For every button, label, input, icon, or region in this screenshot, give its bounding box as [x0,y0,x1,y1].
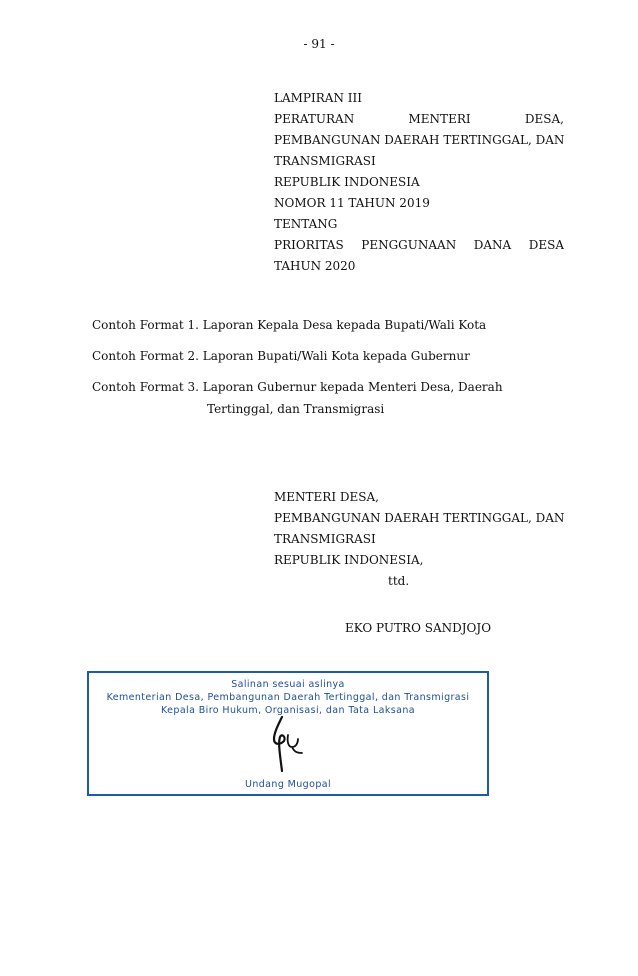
signatory-line: MENTERI DESA, [274,490,379,504]
contoh-format-3-continuation: Tertinggal, dan Transmigrasi [207,402,385,416]
signatory-line: PEMBANGUNAN DAERAH TERTINGGAL, DAN [274,511,565,525]
signatory-title [274,487,574,571]
header-line: PEMBANGUNAN DAERAH TERTINGGAL, DAN [274,133,564,147]
attachment-header [274,88,564,277]
contoh-format-1: Contoh Format 1. Laporan Kepala Desa kepada Bupati/Wali Kota [92,318,487,332]
page-number: - 91 - [303,37,335,51]
contoh-format-3: Contoh Format 3. Laporan Gubernur kepada Menteri Desa, Daerah [92,380,503,394]
signatory-line: REPUBLIK INDONESIA, [274,553,424,567]
header-line: REPUBLIK INDONESIA [274,175,420,189]
header-line: LAMPIRAN III [274,91,362,105]
header-line: TAHUN 2020 [274,259,356,273]
stamp-line-3: Kepala Biro Hukum, Organisasi, dan Tata Laksana [161,705,415,716]
stamp-official-name: Undang Mugopal [244,779,332,790]
signatory-name: EKO PUTRO SANDJOJO [345,621,492,635]
stamp-line-2: Kementerian Desa, Pembangunan Daerah Tertinggal, dan Transmigrasi [106,692,470,703]
header-line: TRANSMIGRASI [274,154,376,168]
header-line: NOMOR 11 TAHUN 2019 [274,196,430,210]
header-line: PRIORITAS PENGGUNAAN DANA DESA [274,238,564,252]
handwritten-signature-icon [252,715,312,775]
stamp-line-1: Salinan sesuai aslinya [231,679,345,690]
contoh-format-2: Contoh Format 2. Laporan Bupati/Wali Kota kepada Gubernur [92,349,470,363]
signatory-line: TRANSMIGRASI [274,532,376,546]
header-line: PERATURAN MENTERI DESA, [274,112,564,126]
ttd-mark: ttd. [388,574,410,588]
certified-copy-stamp [87,671,489,796]
header-line: TENTANG [274,217,338,231]
